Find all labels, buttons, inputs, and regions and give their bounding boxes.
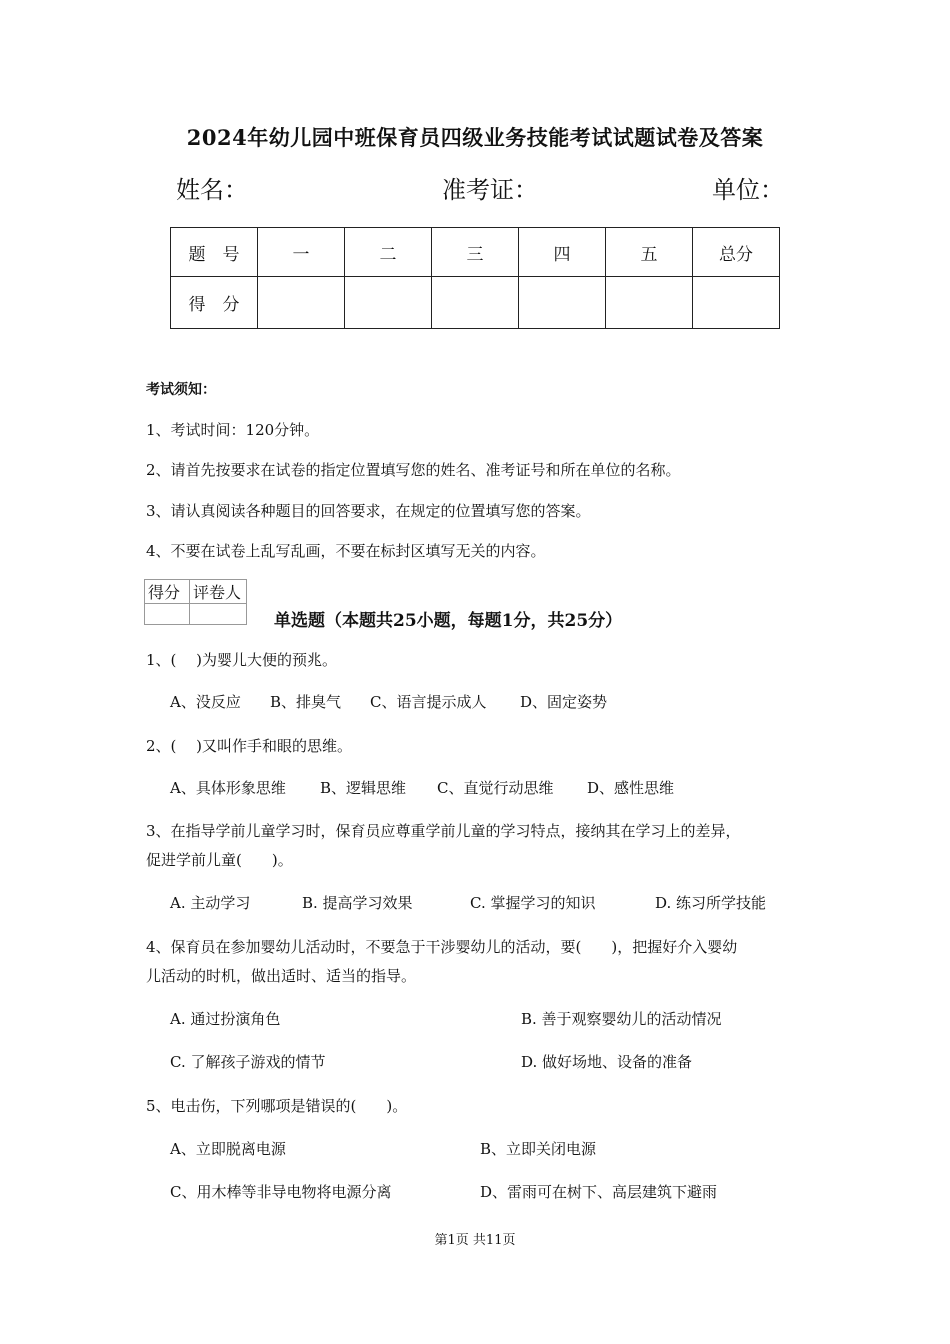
grader-score-cell[interactable] (145, 604, 190, 625)
score-header-cell: 总分 (693, 228, 780, 277)
notice-item: 2、请首先按要求在试卷的指定位置填写您的姓名、准考证号和所在单位的名称。 (146, 461, 681, 479)
score-header-cell: 四 (519, 228, 606, 277)
answer-option[interactable]: B、立即关闭电源 (480, 1140, 597, 1158)
score-header-cell: 五 (606, 228, 693, 277)
unit-field-label: 单位： (712, 176, 784, 204)
question-stem: 1、( )为婴儿大便的预兆。 (146, 651, 338, 669)
answer-option[interactable]: B、逻辑思维 (320, 779, 407, 797)
notice-item: 1、考试时间：120分钟。 (146, 421, 320, 439)
answer-option[interactable]: A、具体形象思维 (170, 779, 286, 797)
answer-option[interactable]: D. 练习所学技能 (655, 894, 767, 912)
answer-option[interactable]: D、固定姿势 (520, 693, 608, 711)
notice-item: 3、请认真阅读各种题目的回答要求，在规定的位置填写您的答案。 (146, 502, 591, 520)
answer-option[interactable]: A、没反应 (170, 693, 241, 711)
score-cell[interactable] (345, 277, 432, 329)
question-stem-continued: 儿活动的时机，做出适时、适当的指导。 (146, 967, 417, 985)
answer-option[interactable]: C. 掌握学习的知识 (470, 894, 596, 912)
question-stem: 5、电击伤，下列哪项是错误的( )。 (146, 1097, 408, 1115)
score-cell[interactable] (432, 277, 519, 329)
answer-option[interactable]: B. 善于观察婴幼儿的活动情况 (521, 1010, 722, 1028)
grader-box (144, 579, 247, 625)
answer-option[interactable]: C. 了解孩子游戏的情节 (170, 1053, 326, 1071)
grader-score-label: 得分 (145, 580, 190, 604)
answer-option[interactable]: D、雷雨可在树下、高层建筑下避雨 (480, 1183, 718, 1201)
score-row-label: 得 分 (171, 277, 258, 329)
grader-reviewer-cell[interactable] (190, 604, 247, 625)
answer-option[interactable]: A、立即脱离电源 (170, 1140, 286, 1158)
answer-option[interactable]: C、用木棒等非导电物将电源分离 (170, 1183, 392, 1201)
section-heading: 单选题（本题共25小题，每题1分，共25分） (274, 611, 623, 631)
score-table-score-row (171, 277, 780, 329)
page-number: 第1页 共11页 (434, 1233, 516, 1248)
answer-option[interactable]: C、直觉行动思维 (437, 779, 554, 797)
document-title: 2024年幼儿园中班保育员四级业务技能考试试题试卷及答案 (186, 125, 764, 150)
notice-heading: 考试须知： (146, 382, 216, 398)
score-cell[interactable] (519, 277, 606, 329)
answer-option[interactable]: D、感性思维 (587, 779, 675, 797)
score-cell[interactable] (258, 277, 345, 329)
answer-option[interactable]: B、排臭气 (270, 693, 342, 711)
score-table-header-row (171, 228, 780, 277)
notice-item: 4、不要在试卷上乱写乱画，不要在标封区填写无关的内容。 (146, 542, 546, 560)
grader-reviewer-label: 评卷人 (190, 580, 247, 604)
score-header-cell: 二 (345, 228, 432, 277)
score-cell[interactable] (693, 277, 780, 329)
question-stem: 4、保育员在参加婴幼儿活动时，不要急于干涉婴幼儿的活动，要( )，把握好介入婴幼 (146, 938, 738, 956)
question-stem-continued: 促进学前儿童( )。 (146, 851, 293, 869)
score-header-cell: 三 (432, 228, 519, 277)
answer-option[interactable]: D. 做好场地、设备的准备 (521, 1053, 693, 1071)
question-stem: 3、在指导学前儿童学习时，保育员应尊重学前儿童的学习特点，接纳其在学习上的差异， (146, 822, 741, 840)
exam-number-field-label: 准考证： (442, 176, 538, 204)
answer-option[interactable]: C、语言提示成人 (370, 693, 487, 711)
score-cell[interactable] (606, 277, 693, 329)
answer-option[interactable]: A. 主动学习 (170, 894, 251, 912)
answer-option[interactable]: A. 通过扮演角色 (170, 1010, 281, 1028)
score-header-cell: 题 号 (171, 228, 258, 277)
answer-option[interactable]: B. 提高学习效果 (302, 894, 413, 912)
score-header-cell: 一 (258, 228, 345, 277)
name-field-label: 姓名： (176, 176, 248, 204)
question-stem: 2、( )又叫作手和眼的思维。 (146, 737, 353, 755)
score-table (170, 227, 780, 329)
